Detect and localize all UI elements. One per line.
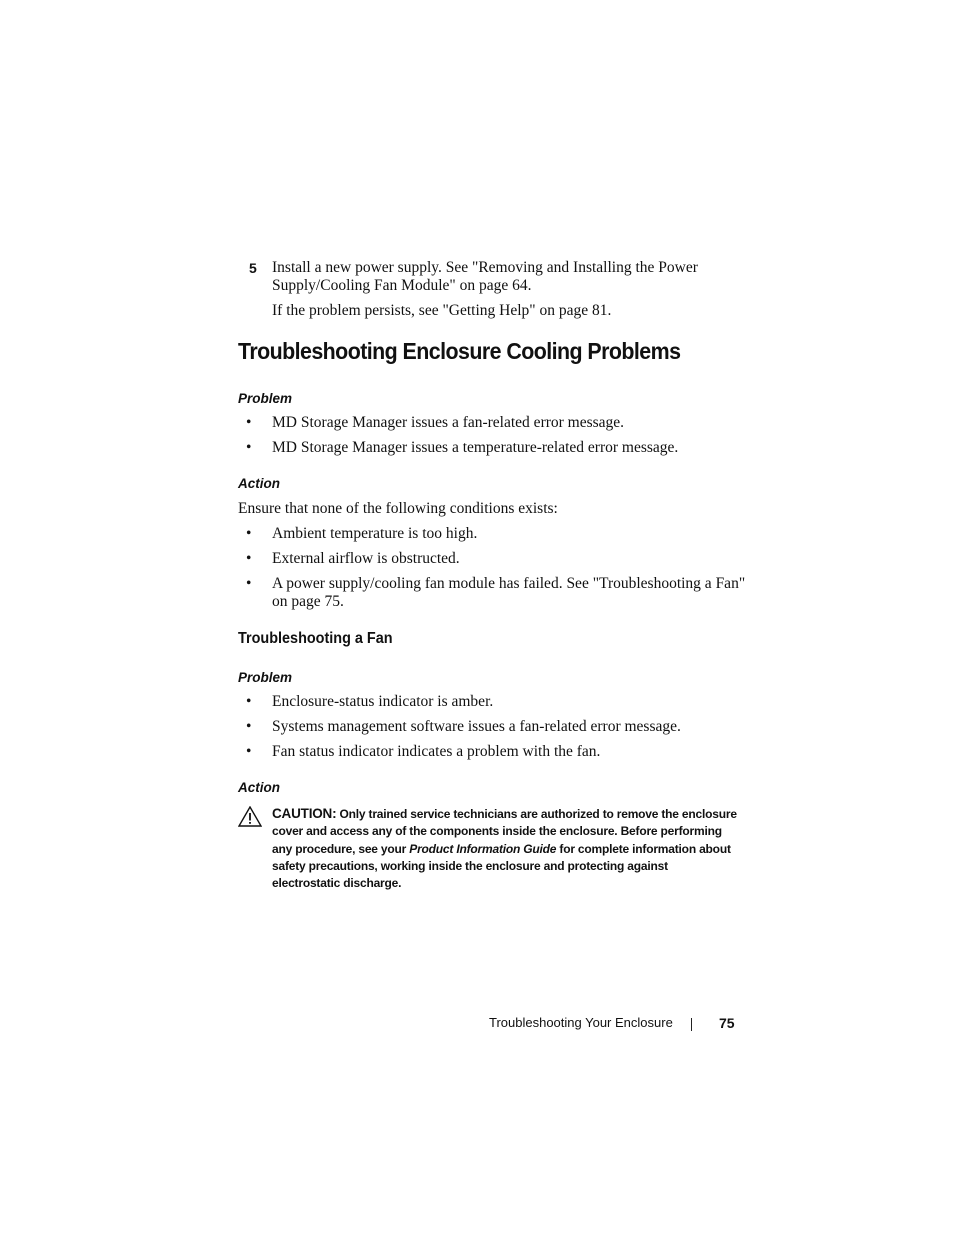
section-title-fan: Troubleshooting a Fan bbox=[238, 630, 393, 647]
step-note: If the problem persists, see "Getting Help" on page 81. bbox=[272, 302, 612, 319]
action-intro: Ensure that none of the following conditions exists: bbox=[238, 500, 558, 517]
step-text-line2: Supply/Cooling Fan Module" on page 64. bbox=[272, 277, 532, 294]
problem-label-1: Problem bbox=[238, 391, 293, 406]
list-item: • External airflow is obstructed. bbox=[246, 550, 460, 567]
list-item: • A power supply/cooling fan module has failed. See "Troubleshooting a Fan" on page 75. bbox=[246, 575, 746, 610]
list-item: • Ambient temperature is too high. bbox=[246, 525, 478, 542]
problem-list-2 bbox=[238, 693, 748, 768]
bullet-glyph: • bbox=[246, 743, 252, 760]
step-5 bbox=[249, 259, 749, 320]
list-item: • Enclosure-status indicator is amber. bbox=[246, 693, 494, 710]
caution-text bbox=[272, 805, 738, 892]
problem-label-2: Problem bbox=[238, 670, 293, 685]
warning-triangle-icon bbox=[238, 806, 262, 832]
caution-lead: CAUTION: bbox=[272, 806, 337, 821]
problem-list-1 bbox=[238, 414, 748, 464]
bullet-glyph: • bbox=[246, 575, 252, 592]
section-title-cooling: Troubleshooting Enclosure Cooling Problems bbox=[238, 338, 681, 364]
bullet-glyph: • bbox=[246, 550, 252, 567]
caution-notice bbox=[238, 805, 738, 892]
list-item: • Fan status indicator indicates a problem with the fan. bbox=[246, 743, 601, 760]
step-text bbox=[272, 259, 749, 295]
caution-text-part1: Only trained service technicians are authorized to remove the enclosure cover and access any of the components inside the enclosure. Before performing any procedure, see your bbox=[272, 807, 737, 856]
bullet-glyph: • bbox=[246, 693, 252, 710]
step-number: 5 bbox=[249, 260, 257, 276]
bullet-glyph: • bbox=[246, 525, 252, 542]
list-item: • MD Storage Manager issues a temperature-related error message. bbox=[246, 439, 679, 456]
product-guide-title: Product Information Guide bbox=[409, 841, 557, 856]
bullet-glyph: • bbox=[246, 439, 252, 456]
footer-section-title: Troubleshooting Your Enclosure bbox=[489, 1015, 673, 1030]
page-number: 75 bbox=[719, 1015, 735, 1031]
step-text-line1: Install a new power supply. See "Removing and Installing the Power bbox=[272, 259, 698, 276]
list-item: • MD Storage Manager issues a fan-related error message. bbox=[246, 414, 625, 431]
caution-text-part2: for complete information about safety precautions, working inside the enclosure and protecting against electrostatic discharge. bbox=[272, 841, 731, 891]
action-label-1: Action bbox=[238, 476, 280, 491]
bullet-glyph: • bbox=[246, 718, 252, 735]
action-list-1 bbox=[238, 525, 748, 618]
action-label-2: Action bbox=[238, 780, 280, 795]
footer-divider bbox=[691, 1018, 692, 1031]
list-item: • Systems management software issues a fan-related error message. bbox=[246, 718, 681, 735]
bullet-glyph: • bbox=[246, 414, 252, 431]
